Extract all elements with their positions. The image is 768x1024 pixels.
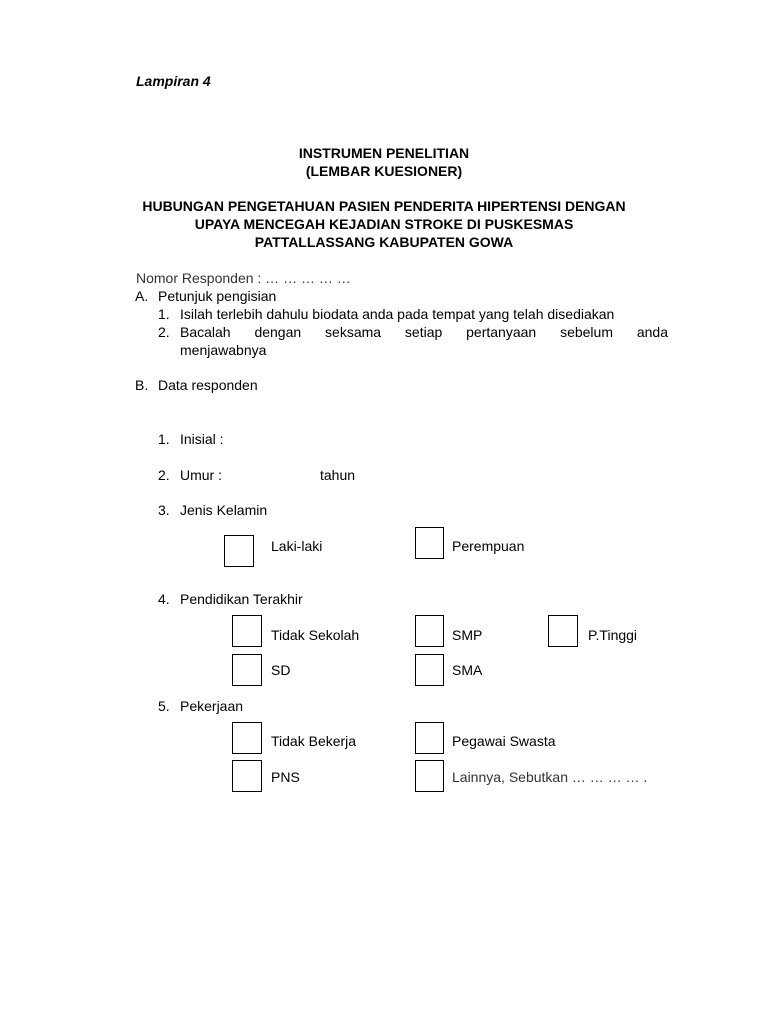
option-pns: PNS <box>271 769 300 785</box>
checkbox-tidak-bekerja[interactable] <box>232 722 262 754</box>
option-pegawai-swasta: Pegawai Swasta <box>452 733 556 749</box>
instruction-2-word: Bacalah <box>180 324 231 340</box>
instruction-2-word: pertanyaan <box>466 324 537 340</box>
q5-pekerjaan-label: Pekerjaan <box>180 698 244 714</box>
instruction-2-word: seksama <box>325 324 382 340</box>
option-perempuan: Perempuan <box>452 538 525 554</box>
q2-num: 2. <box>158 467 170 483</box>
checkbox-pns[interactable] <box>232 760 262 792</box>
instruction-2-word: setiap <box>404 324 443 340</box>
instruction-1-num: 1. <box>158 306 170 322</box>
checkbox-sma[interactable] <box>415 654 444 686</box>
checkbox-laki-laki[interactable] <box>224 535 254 567</box>
option-sma: SMA <box>452 662 483 678</box>
instruction-1-text: Isilah terlebih dahulu biodata anda pada tempat yang telah disediakan <box>180 306 615 322</box>
checkbox-p-tinggi[interactable] <box>548 615 578 647</box>
q2-unit-tahun: tahun <box>320 467 356 483</box>
checkbox-perempuan[interactable] <box>415 527 444 559</box>
subtitle-line-2: UPAYA MENCEGAH KEJADIAN STROKE DI PUSKESMAS <box>194 216 574 232</box>
option-tidak-sekolah: Tidak Sekolah <box>271 627 360 643</box>
instruction-2-num: 2. <box>158 324 170 340</box>
q4-pendidikan-label: Pendidikan Terakhir <box>180 591 303 607</box>
checkbox-lainnya[interactable] <box>415 760 444 792</box>
checkbox-tidak-sekolah[interactable] <box>232 615 262 647</box>
section-b-title: Data responden <box>158 377 258 393</box>
q1-inisial-label: Inisial : <box>180 431 224 447</box>
section-b-marker: B. <box>135 377 149 393</box>
instruction-2-word: sebelum <box>560 324 613 340</box>
instruction-2-continuation: menjawabnya <box>180 342 267 358</box>
subtitle-line-3: PATTALLASSANG KABUPATEN GOWA <box>254 234 514 250</box>
title-line-1: INSTRUMEN PENELITIAN <box>298 145 470 161</box>
option-laki-laki: Laki-laki <box>271 538 323 554</box>
q2-umur-label: Umur : <box>180 467 222 483</box>
checkbox-smp[interactable] <box>415 615 444 647</box>
subtitle-line-1: HUBUNGAN PENGETAHUAN PASIEN PENDERITA HIPERTENSI DENGAN <box>142 198 626 214</box>
option-smp: SMP <box>452 627 483 643</box>
title-line-2: (LEMBAR KUESIONER) <box>305 163 463 179</box>
section-a-title: Petunjuk pengisian <box>158 288 277 304</box>
option-lainnya: Lainnya, Sebutkan … … … … . <box>452 769 648 785</box>
instruction-2-line <box>180 324 668 341</box>
q4-num: 4. <box>158 591 170 607</box>
instruction-2-word: dengan <box>254 324 302 340</box>
section-a-marker: A. <box>135 288 149 304</box>
q3-jenis-kelamin-label: Jenis Kelamin <box>180 502 268 518</box>
nomor-responden: Nomor Responden : … … … … … <box>136 270 351 286</box>
q1-num: 1. <box>158 431 170 447</box>
lampiran-label: Lampiran 4 <box>136 73 211 89</box>
checkbox-sd[interactable] <box>232 654 262 686</box>
checkbox-pegawai-swasta[interactable] <box>415 722 444 754</box>
option-p-tinggi: P.Tinggi <box>588 627 638 643</box>
option-sd: SD <box>271 662 291 678</box>
q5-num: 5. <box>158 698 170 714</box>
q3-num: 3. <box>158 502 170 518</box>
instruction-2-word: anda <box>636 324 668 340</box>
option-tidak-bekerja: Tidak Bekerja <box>271 733 357 749</box>
